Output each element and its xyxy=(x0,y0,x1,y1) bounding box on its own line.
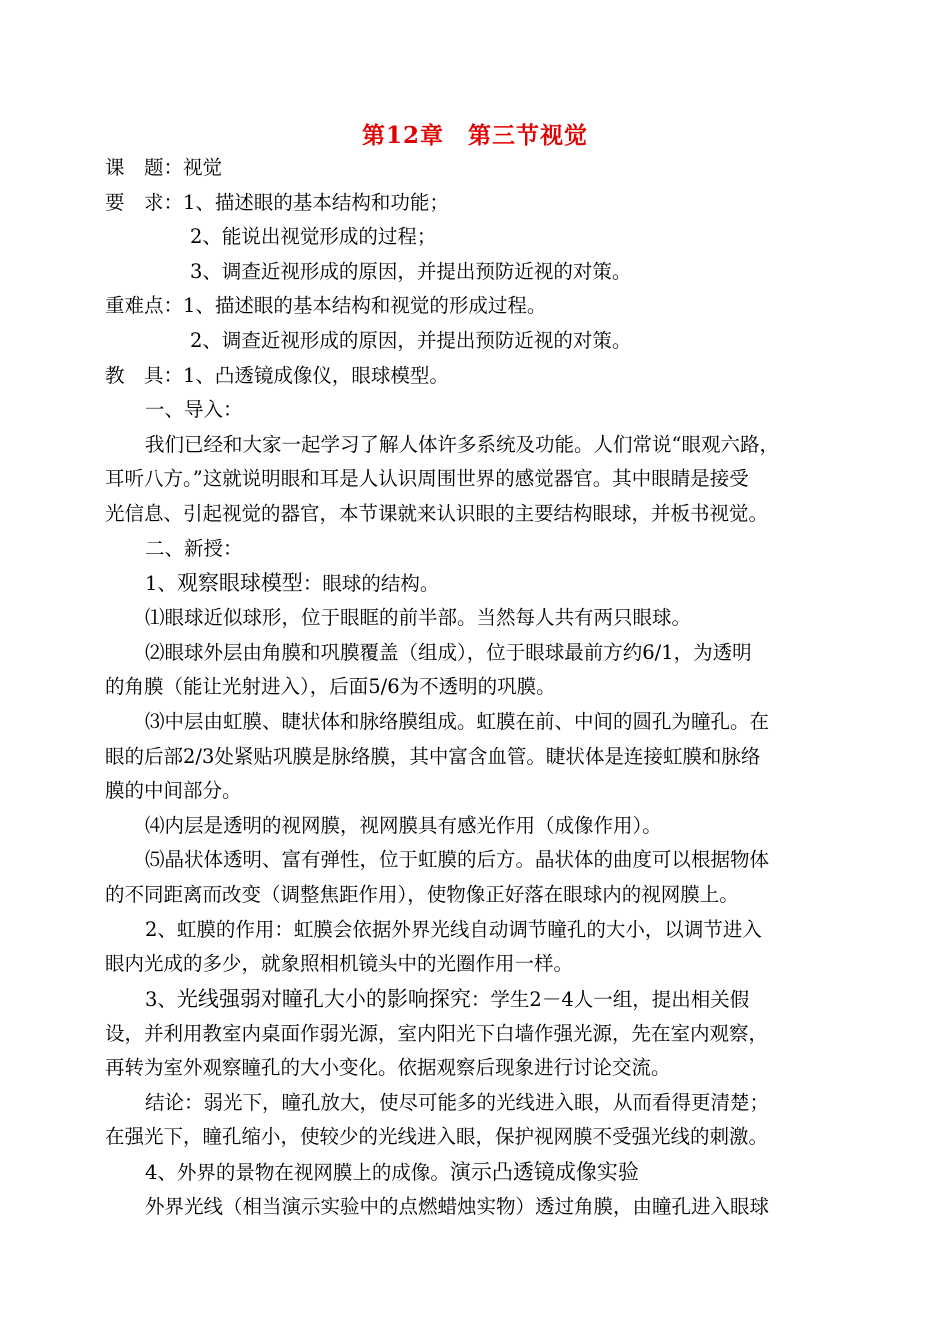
item-5-line-1: ⑸晶状体透明、富有弹性，位于虹膜的后方。晶状体的曲度可以根据物体 xyxy=(145,848,770,871)
item-3-line-2: 眼的后部2/3处紧贴巩膜是脉络膜，其中富含血管。睫状体是连接虹膜和脉络 xyxy=(105,745,761,768)
item-3-line-3: 膜的中间部分。 xyxy=(105,779,242,802)
section-3-number: 3、 xyxy=(145,988,177,1011)
new-lesson-heading: 二、新授： xyxy=(145,537,243,560)
key-point-line-2: 2、调查近视形成的原因，并提出预防近视的对策。 xyxy=(190,329,632,352)
final-line: 外界光线（相当演示实验中的点燃蜡烛实物）透过角膜，由瞳孔进入眼球 xyxy=(145,1195,770,1218)
section-3-line-3: 再转为室外观察瞳孔的大小变化。依据观察后现象进行讨论交流。 xyxy=(105,1056,671,1079)
section-3-bold-title: 光线强弱对瞳孔大小的影响探究 xyxy=(176,987,471,1011)
section-4-heading xyxy=(145,1159,639,1186)
item-3-line-1: ⑶中层由虹膜、睫状体和脉络膜组成。虹膜在前、中间的圆孔为瞳孔。在 xyxy=(145,710,770,733)
section-3-heading xyxy=(145,986,749,1013)
intro-paragraph-line-2: 耳听八方。”这就说明眼和耳是人认识周围世界的感觉器官。其中眼睛是接受 xyxy=(105,467,749,490)
section-1-number: 1、 xyxy=(145,572,177,595)
section-4-text: 4、外界的景物在视网膜上的成像。 xyxy=(145,1161,450,1184)
item-5-line-2: 的不同距离而改变（调整焦距作用），使物像正好落在眼球内的视网膜上。 xyxy=(105,883,739,906)
topic-line: 课 题：视觉 xyxy=(105,156,223,179)
item-2-line-1: ⑵眼球外层由角膜和巩膜覆盖（组成），位于眼球最前方约6/1，为透明 xyxy=(145,641,752,664)
conclusion-line-2: 在强光下，瞳孔缩小，使较少的光线进入眼，保护视网膜不受强光线的刺激。 xyxy=(105,1125,769,1148)
key-point-line-1: 重难点：1、描述眼的基本结构和视觉的形成过程。 xyxy=(105,294,547,317)
requirement-line-3: 3、调查近视形成的原因，并提出预防近视的对策。 xyxy=(190,260,632,283)
intro-paragraph-line-3: 光信息、引起视觉的器官，本节课就来认识眼的主要结构眼球，并板书视觉。 xyxy=(105,502,769,525)
section-2-line-1: 2、虹膜的作用：虹膜会依据外界光线自动调节瞳孔的大小，以调节进入 xyxy=(145,918,762,941)
section-2-line-2: 眼内光成的多少，就象照相机镜头中的光圈作用一样。 xyxy=(105,952,574,975)
section-3-rest: ：学生2－4人一组，提出相关假 xyxy=(470,988,750,1011)
section-3-line-2: 设，并利用教室内桌面作弱光源，室内阳光下白墙作强光源，先在室内观察， xyxy=(105,1022,769,1045)
conclusion-line-1: 结论：弱光下，瞳孔放大，使尽可能多的光线进入眼，从而看得更清楚； xyxy=(145,1091,770,1114)
tools-line: 教 具：1、凸透镜成像仪，眼球模型。 xyxy=(105,364,449,387)
intro-heading: 一、导入： xyxy=(145,398,243,421)
intro-paragraph-line-1: 我们已经和大家一起学习了解人体许多系统及功能。人们常说“眼观六路， xyxy=(145,433,779,456)
section-1-rest: ：眼球的结构。 xyxy=(302,572,440,595)
section-4-bold-title: 演示凸透镜成像实验 xyxy=(449,1160,639,1184)
item-2-line-2: 的角膜（能让光射进入），后面5/6为不透明的巩膜。 xyxy=(105,675,556,698)
section-1-heading xyxy=(145,570,439,597)
section-1-bold-title: 观察眼球模型 xyxy=(176,571,303,595)
page-title: 第12章 第三节视觉 xyxy=(361,122,588,149)
item-1: ⑴眼球近似球形，位于眼眶的前半部。当然每人共有两只眼球。 xyxy=(145,606,692,629)
requirement-line-2: 2、能说出视觉形成的过程； xyxy=(190,225,437,248)
requirement-line-1: 要 求：1、描述眼的基本结构和功能； xyxy=(105,191,449,214)
item-4: ⑷内层是透明的视网膜，视网膜具有感光作用（成像作用）。 xyxy=(145,814,662,837)
